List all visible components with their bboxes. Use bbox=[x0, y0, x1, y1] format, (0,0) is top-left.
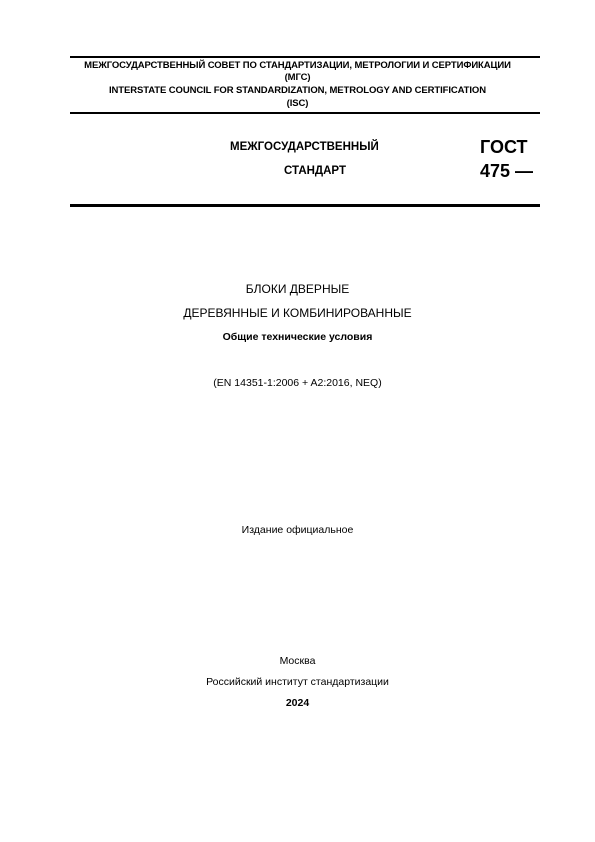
gost-number: 475 — bbox=[480, 161, 534, 181]
council-ru-abbr: (МГС) bbox=[284, 72, 311, 83]
council-en-abbr: (ISC) bbox=[286, 98, 309, 109]
top-rule bbox=[70, 56, 540, 58]
council-en: INTERSTATE COUNCIL FOR STANDARDIZATION, METROLOGY AND CERTIFICATION bbox=[109, 85, 486, 96]
footer-publisher: Российский институт стандартизации bbox=[206, 676, 389, 688]
edition-note: Издание официальное bbox=[241, 524, 354, 536]
standard-type-line1: МЕЖГОСУДАРСТВЕННЫЙ bbox=[230, 141, 379, 153]
gost-label: ГОСТ bbox=[480, 137, 528, 157]
subtitle: Общие технические условия bbox=[222, 331, 373, 343]
standard-type-line2: СТАНДАРТ bbox=[284, 165, 346, 177]
footer-city: Москва bbox=[279, 655, 316, 667]
en-reference: (EN 14351-1:2006 + A2:2016, NEQ) bbox=[213, 377, 382, 389]
title-line2: ДЕРЕВЯННЫЕ И КОМБИНИРОВАННЫЕ bbox=[183, 306, 412, 320]
footer-year: 2024 bbox=[285, 697, 310, 709]
standard-rule bbox=[70, 204, 540, 207]
council-ru: МЕЖГОСУДАРСТВЕННЫЙ СОВЕТ ПО СТАНДАРТИЗАЦИИ, МЕТРОЛОГИИ И СЕРТИФИКАЦИИ bbox=[84, 60, 511, 71]
title-line1: БЛОКИ ДВЕРНЫЕ bbox=[245, 282, 350, 296]
header-rule bbox=[70, 112, 540, 114]
